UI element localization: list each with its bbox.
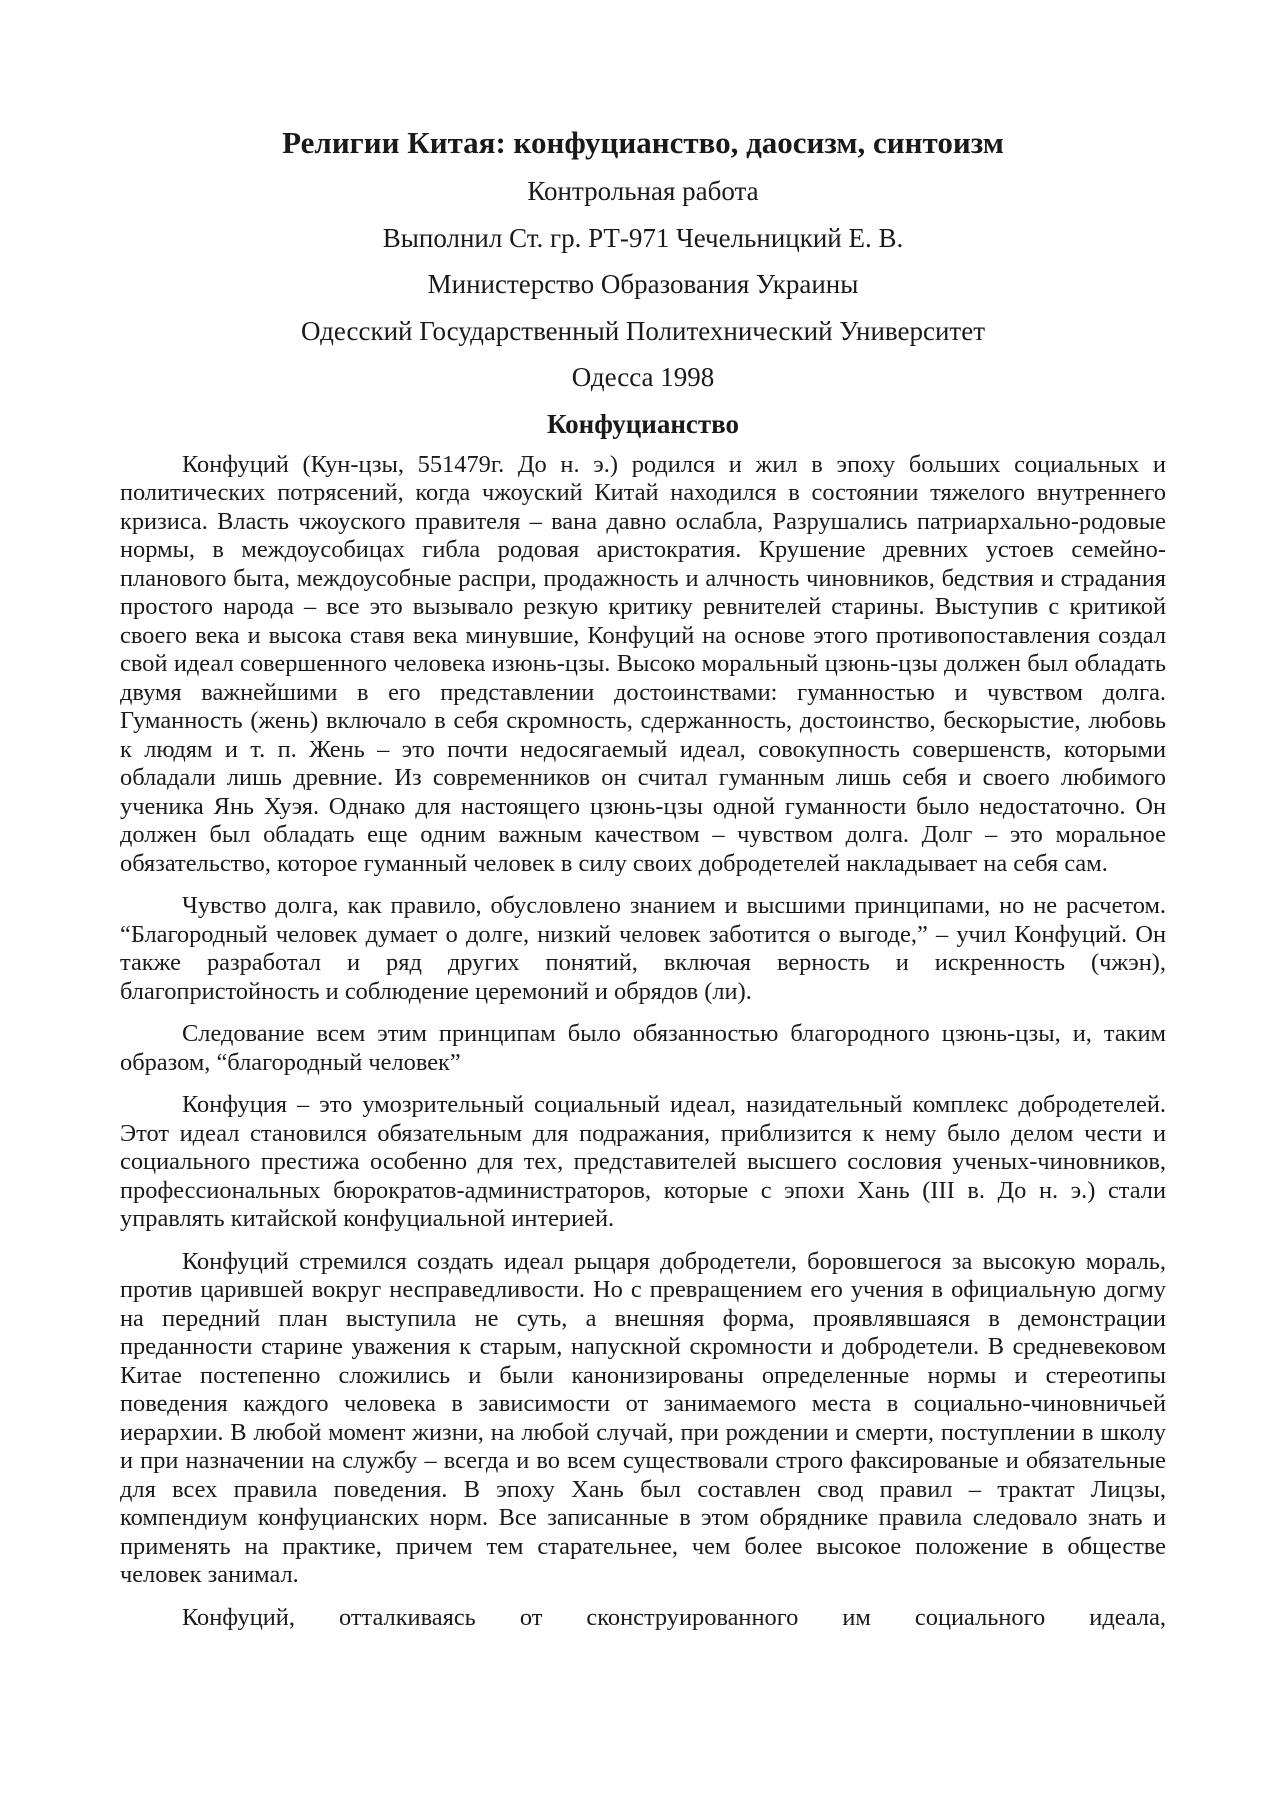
document-author: Выполнил Ст. гр. РТ-971 Чечельницкий Е. В.	[382, 222, 904, 253]
document-city-year: Одесса 1998	[571, 362, 715, 392]
document-ministry: Министерство Образования Украины	[427, 269, 859, 299]
body-paragraph: Конфуций стремился создать идеал рыцаря добродетели, боровшегося за высокую мораль, против царившей вокруг несправедливости. Но с превращением его учения в официальную догму на передний план выступила не суть, а внешняя форма, проявлявшаяся в демонстрации преданности старине уважения к старым, напускной скромности и добродетели. В средневековом Китае постепенно сложились и были канонизированы определенные нормы и стереотипы поведения каждого человека в зависимости от занимаемого места в социально-чиновничьей иерархии. В любой момент жизни, на любой случай, при рождении и смерти, поступлении в школу и при назначении на службу – всегда и во всем существовали строго факсированые и обязательные для всех правила поведения. В эпоху Хань был составлен свод правил – трактат Лицзы, компендиум конфуцианских норм. Все записанные в этом обряднике правила следовало знать и применять на практике, причем тем старательнее, чем более высокое положение в обществе человек занимал.	[120, 1247, 1166, 1588]
document-university: Одесский Государственный Политехнический Университет	[300, 315, 986, 346]
document-subtitle: Контрольная работа	[527, 176, 759, 206]
body-paragraph: Конфуция – это умозрительный социальный идеал, назидательный комплекс добродетелей. Этот идеал становился обязательным для подражания, приблизится к нему было делом чести и социального престижа особенно для тех, представителей высшего сословия ученых-чиновников, профессиональных бюрократов-администраторов, которые с эпохи Хань (III в. До н. э.) стали управлять китайской конфуциальной интерией.	[120, 1091, 1166, 1232]
body-paragraph: Конфуций (Кун-цзы, 551479г. До н. э.) родился и жил в эпоху больших социальных и политических потрясений, когда чжоуский Китай находился в состоянии тяжелого внутреннего кризиса. Власть чжоуского правителя – вана давно ослабла, Разрушались патриархально-родовые нормы, в междоусобицах гибла родовая аристократия. Крушение древних устоев семейно-планового быта, междоусобные распри, продажность и алчность чиновников, бедствия и страдания простого народа – все это вызывало резкую критику ревнителей старины. Выступив с критикой своего века и высока ставя века минувшие, Конфуций на основе этого противопоставления создал свой идеал совершенного человека изюнь-цзы. Высоко моральный цзюнь-цзы должен был обладать двумя важнейшими в его представлении достоинствами: гуманностью и чувством долга. Гуманность (жень) включало в себя скромность, сдержанность, достоинство, бескорыстие, любовь к людям и т. п. Жень – это почти недосягаемый идеал, совокупность совершенств, которыми обладали лишь древние. Из современников он считал гуманным лишь себя и своего любимого ученика Янь Хуэя. Однако для настоящего цзюнь-цзы одной гуманности было недостаточно. Он должен был обладать еще одним важным качеством – чувством долга. Долг – это моральное обязательство, которое гуманный человек в силу своих добродетелей накладывает на себя сам.	[120, 450, 1166, 877]
body-paragraph: Следование всем этим принципам было обязанностью благородного цзюнь-цзы, и, таким образом, “благородный человек”	[120, 1020, 1166, 1076]
body-paragraph: Чувство долга, как правило, обусловлено знанием и высшими принципами, но не расчетом. “Благородный человек думает о долге, низкий человек заботится о выгоде,” – учил Конфуций. Он также разработал и ряд других понятий, включая верность и искренность (чжэн), благопристойность и соблюдение церемоний и обрядов (ли).	[120, 892, 1166, 1005]
document-title: Религии Китая: конфуцианство, даосизм, синтоизм	[282, 125, 1004, 160]
section-heading: Конфуцианство	[546, 408, 740, 439]
body-paragraph: Конфуций, отталкиваясь от сконструированного им социального идеала,	[182, 1603, 1166, 1631]
